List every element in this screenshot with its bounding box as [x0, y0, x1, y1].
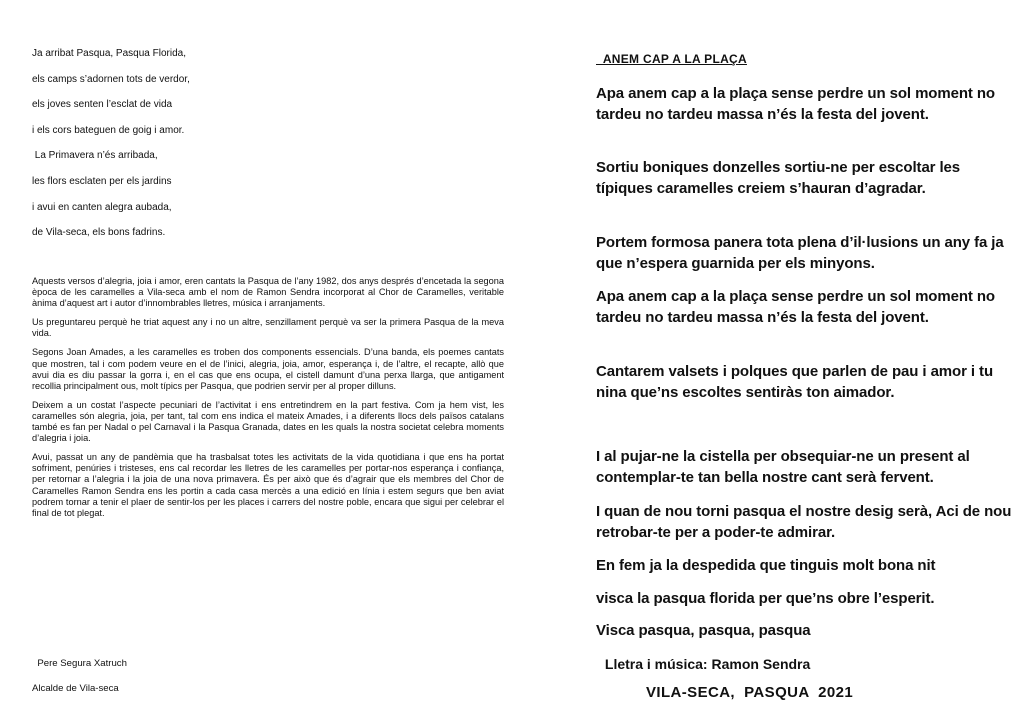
- foreword-paragraph: Segons Joan Amades, a les caramelles es troben dos components essencials. D’una banda, els poemes cantats que mostren, tal i com podem veure en el de l’inici, alegria, joia, amor, esperança i, de l’altre, el recapte, allò que avui dia es diu passar la gorra i, en el cas que ens ocupa, el cistell damunt d’una perxa llarga, que antigament recollia principalment ous, molt típics per Pasqua, que podrien servir per al proper dilluns.: [32, 347, 504, 391]
- song-verse: Apa anem cap a la plaça sense perdre un sol moment no tardeu no tardeu massa n’és la festa del jovent.: [596, 85, 995, 123]
- song-verse: Apa anem cap a la plaça sense perdre un sol moment no tardeu no tardeu massa n’és la festa del jovent.: [596, 288, 995, 326]
- poem-line: els joves senten l’esclat de vida: [32, 99, 173, 111]
- song-verse: En fem ja la despedida que tinguis molt bona nit: [596, 557, 936, 574]
- poem-line: els camps s’adornen tots de verdor,: [32, 73, 190, 85]
- song-verse: Cantarem valsets i polques que parlen de pau i amor i tu nina que’ns escoltes sentiràs ton aimador.: [596, 363, 994, 401]
- poem-line: i els cors bateguen de goig i amor.: [32, 124, 185, 136]
- foreword-paragraph: Avui, passat un any de pandèmia que ha trasbalsat totes les activitats de la vida quotidiana i que ens ha portat sofriment, penúries i tristeses, ens cal recordar les lletres de les caramelles per portar-nos esperança i confiança, per retornar a l’alegria i la joia de una nova primavera. És per això que és d’agrair que els membres del Chor de Caramelles Ramon Sendra ens les portin a cada casa mercès a una edició en línia i estem segurs que ben aviat podrem tornar a tenir el plaer de sentir-los per les places i carrers del nostre poble, encara que sigui per celebrar el final de tot plegat.: [32, 452, 504, 518]
- foreword-paragraph: Us preguntareu perquè he triat aquest any i no un altre, senzillament perquè va ser la primera Pasqua de la meva vida.: [32, 317, 504, 339]
- place-and-date: VILA-SECA, PASQUA 2021: [646, 684, 854, 701]
- song-title: ANEM CAP A LA PLAÇA: [596, 52, 747, 66]
- song-verse: Portem formosa panera tota plena d’il·lusions un any fa ja que n’espera guarnida per els minyons.: [596, 234, 1004, 272]
- song-verse: Visca pasqua, pasqua, pasqua: [596, 622, 811, 639]
- poem-line: La Primavera n’és arribada,: [32, 150, 158, 162]
- foreword-text: [32, 276, 504, 527]
- song-verse: visca la pasqua florida per que’ns obre l’esperit.: [596, 590, 935, 607]
- foreword-paragraph: Deixem a un costat l’aspecte pecuniari de l’activitat i ens entretindrem en la part festiva. Com ja hem vist, les caramelles són alegria, joia, per tant, tal com ens indica el mateix Amades, i a diferents llocs dels països catalans també es fan per Nadal o pel Carnaval i la Pasqua Granada, dates en les quals la nostra societat celebra moments d’alegria i joia.: [32, 399, 504, 444]
- opening-poem: [32, 48, 492, 253]
- poem-line: de Vila-seca, els bons fadrins.: [32, 227, 166, 239]
- song-credits: Lletra i música: Ramon Sendra: [601, 656, 811, 672]
- song-verse: Sortiu boniques donzelles sortiu-ne per escoltar les típiques caramelles creiem s’hauran d’agradar.: [596, 159, 961, 197]
- right-page: [512, 0, 1024, 724]
- foreword-paragraph: Aquests versos d’alegria, joia i amor, eren cantats la Pasqua de l’any 1982, dos anys després d’encetada la segona època de les caramelles a Vila-seca amb el nom de Ramon Sendra incorporat al Chor de Caramelles, veritable ànima d’aquest art i autor d’innombrables lletres, música i arranjaments.: [32, 276, 504, 309]
- song-verse: I al pujar-ne la cistella per obsequiar-ne un present al contemplar-te tan bella nostre cant serà fervent.: [596, 448, 970, 486]
- poem-line: Ja arribat Pasqua, Pasqua Florida,: [32, 48, 186, 59]
- poem-line: les flors esclaten per els jardins: [32, 175, 172, 187]
- signature-name: Pere Segura Xatruch: [32, 658, 127, 669]
- song-verse: I quan de nou torni pasqua el nostre desig serà, Aci de nou retrobar-te per a poder-te admirar.: [596, 503, 1012, 541]
- poem-line: i avui en canten alegra aubada,: [32, 201, 172, 213]
- signature-role: Alcalde de Vila-seca: [32, 683, 119, 694]
